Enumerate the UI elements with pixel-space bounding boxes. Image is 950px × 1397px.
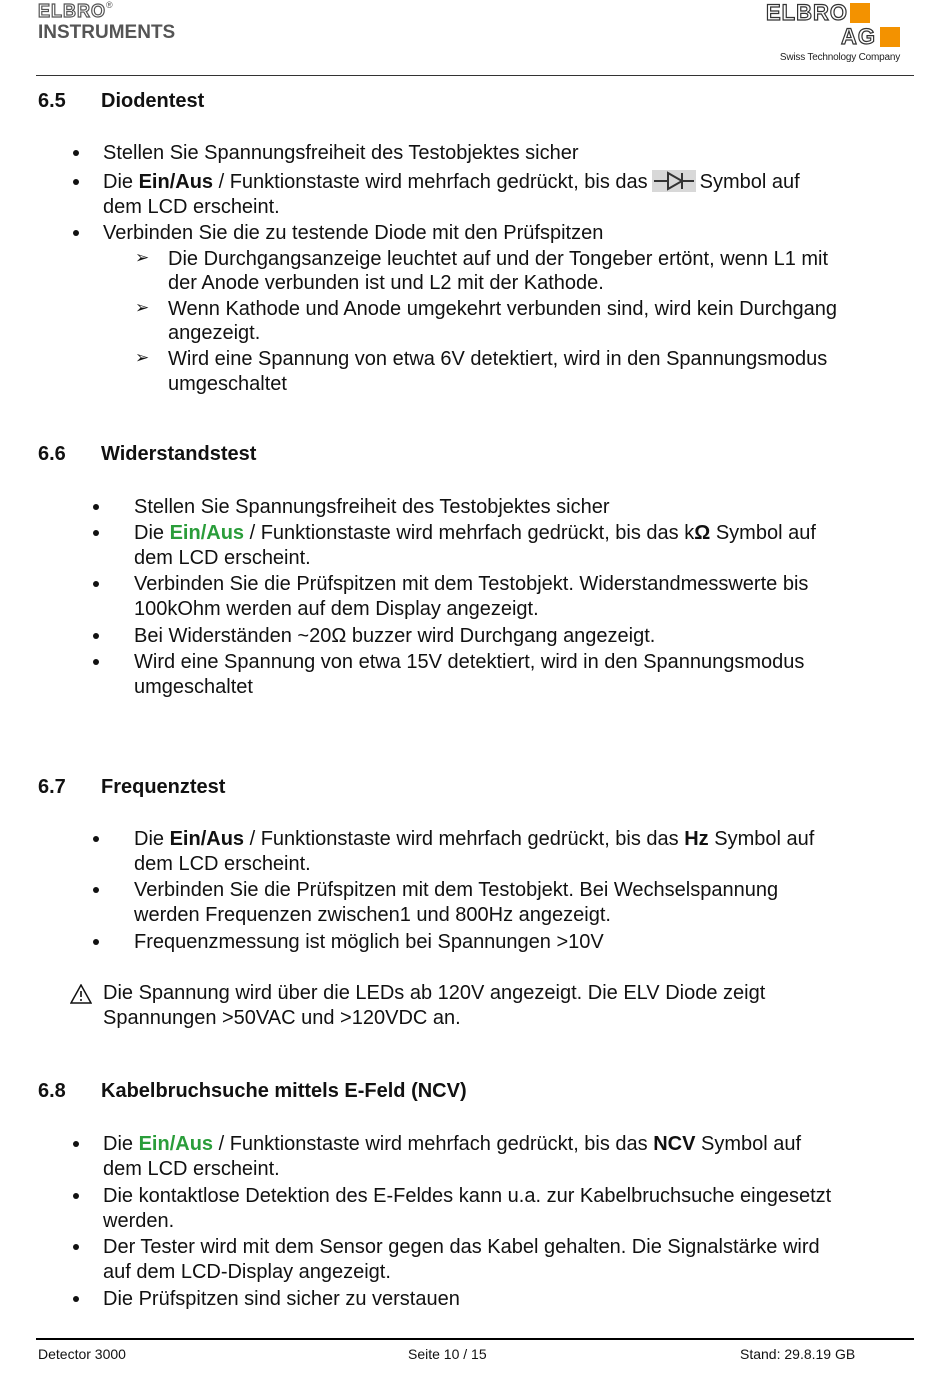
list-item: Verbinden Sie die Prüfspitzen mit dem Testobjekt. Widerstandmesswerte bis [134, 573, 809, 595]
bullet-dot [93, 530, 99, 536]
list-item-continuation: umgeschaltet [134, 676, 253, 698]
footer-divider [36, 1338, 914, 1340]
list-item: Verbinden Sie die Prüfspitzen mit dem Testobjekt. Bei Wechselspannung [134, 879, 779, 901]
list-item: Wird eine Spannung von etwa 15V detektiert, wird in den Spannungsmodus [134, 651, 805, 673]
sub-item-continuation: der Anode verbunden ist und L2 mit der Kathode. [168, 272, 604, 294]
bullet-dot [73, 1141, 79, 1147]
registered-mark: ® [106, 0, 113, 10]
key-name: Ein/Aus [138, 171, 214, 193]
key-name: Ein/Aus [169, 522, 245, 544]
list-item: Die Ein/Aus / Funktionstaste wird mehrfach gedrückt, bis das Symbol auf [103, 171, 800, 193]
footer-date: Stand: 29.8.19 GB [740, 1346, 856, 1362]
list-item: Die kontaktlose Detektion des E-Feldes kann u.a. zur Kabelbruchsuche eingesetzt [103, 1185, 832, 1207]
elbro-ag-logo [766, 2, 900, 68]
arrow-bullet-icon: ➢ [135, 348, 150, 367]
bullet-dot [93, 887, 99, 893]
footer-product: Detector 3000 [38, 1346, 126, 1362]
logo-orange-square-2 [880, 27, 900, 47]
logo-right-elbro-text: ELBRO [766, 0, 848, 25]
list-item: Die Ein/Aus / Funktionstaste wird mehrfach gedrückt, bis das kΩ Symbol auf [134, 522, 816, 544]
bullet-dot [93, 581, 99, 587]
list-item-continuation: dem LCD erscheint. [134, 853, 311, 875]
list-item-continuation: dem LCD erscheint. [134, 547, 311, 569]
sub-item: Wird eine Spannung von etwa 6V detektiert, wird in den Spannungsmodus [168, 348, 828, 370]
bullet-dot [93, 633, 99, 639]
section-number: 6.6 [38, 443, 66, 465]
arrow-bullet-icon: ➢ [135, 248, 150, 267]
section-number: 6.5 [38, 90, 66, 112]
footer-page-number: Seite 10 / 15 [408, 1346, 487, 1362]
section-title: Diodentest [101, 90, 205, 112]
bullet-dot [73, 1193, 79, 1199]
list-item: Frequenzmessung ist möglich bei Spannungen >10V [134, 931, 604, 953]
key-name: Ein/Aus [169, 828, 245, 850]
list-item: Die Ein/Aus / Funktionstaste wird mehrfach gedrückt, bis das NCV Symbol auf [103, 1133, 802, 1155]
list-item: Stellen Sie Spannungsfreiheit des Testobjektes sicher [103, 142, 579, 164]
section-heading-6-6 [38, 443, 638, 467]
list-item-continuation: werden. [103, 1210, 175, 1232]
sub-item-continuation: angezeigt. [168, 322, 261, 344]
bullet-dot [73, 1244, 79, 1250]
list-item: Bei Widerständen ~20Ω buzzer wird Durchgang angezeigt. [134, 625, 656, 647]
section-heading-6-5 [38, 90, 638, 114]
sub-item-continuation: umgeschaltet [168, 373, 287, 395]
list-item: Stellen Sie Spannungsfreiheit des Testobjektes sicher [134, 496, 610, 518]
bullet-dot [73, 179, 79, 185]
section-title: Frequenztest [101, 776, 226, 798]
logo-elbro-text: ELBRO [38, 1, 106, 21]
arrow-bullet-icon: ➢ [135, 298, 150, 317]
list-item: Verbinden Sie die zu testende Diode mit den Prüfspitzen [103, 222, 604, 244]
list-item-continuation: dem LCD erscheint. [103, 1158, 280, 1180]
section-heading-6-7 [38, 776, 638, 800]
list-item: Die Ein/Aus / Funktionstaste wird mehrfach gedrückt, bis das Hz Symbol auf [134, 828, 815, 850]
logo-tagline: Swiss Technology Company [779, 52, 900, 63]
bullet-dot [73, 230, 79, 236]
bullet-dot [93, 504, 99, 510]
bullet-dot [93, 939, 99, 945]
logo-ag-text: AG [841, 24, 876, 49]
bullet-dot [93, 659, 99, 665]
list-item-continuation: dem LCD erscheint. [103, 196, 280, 218]
list-item: Der Tester wird mit dem Sensor gegen das Kabel gehalten. Die Signalstärke wird [103, 1236, 820, 1258]
sub-item: Die Durchgangsanzeige leuchtet auf und der Tongeber ertönt, wenn L1 mit [168, 248, 829, 270]
section-number: 6.7 [38, 776, 66, 798]
sub-item: Wenn Kathode und Anode umgekehrt verbunden sind, wird kein Durchgang [168, 298, 837, 320]
elbro-instruments-logo [38, 0, 178, 43]
bullet-dot [93, 836, 99, 842]
list-item-continuation: werden Frequenzen zwischen1 und 800Hz angezeigt. [134, 904, 611, 926]
bullet-dot [73, 1296, 79, 1302]
bullet-dot [73, 150, 79, 156]
list-item: Die Prüfspitzen sind sicher zu verstauen [103, 1288, 460, 1310]
section-heading-6-8 [38, 1080, 738, 1104]
logo-instruments-text: INSTRUMENTS [38, 22, 176, 43]
header-divider [36, 75, 914, 76]
warning-note-continuation: Spannungen >50VAC und >120VDC an. [103, 1007, 461, 1029]
diode-symbol-icon [652, 170, 696, 192]
section-title: Widerstandstest [101, 443, 257, 465]
section-number: 6.8 [38, 1080, 66, 1102]
section-title: Kabelbruchsuche mittels E-Feld (NCV) [101, 1080, 467, 1102]
list-item-continuation: auf dem LCD-Display angezeigt. [103, 1261, 391, 1283]
list-item-continuation: 100kOhm werden auf dem Display angezeigt. [134, 598, 539, 620]
key-name: Ein/Aus [138, 1133, 214, 1155]
warning-triangle-icon [70, 984, 92, 1010]
logo-orange-square [850, 3, 870, 23]
warning-note: Die Spannung wird über die LEDs ab 120V angezeigt. Die ELV Diode zeigt [103, 982, 766, 1004]
